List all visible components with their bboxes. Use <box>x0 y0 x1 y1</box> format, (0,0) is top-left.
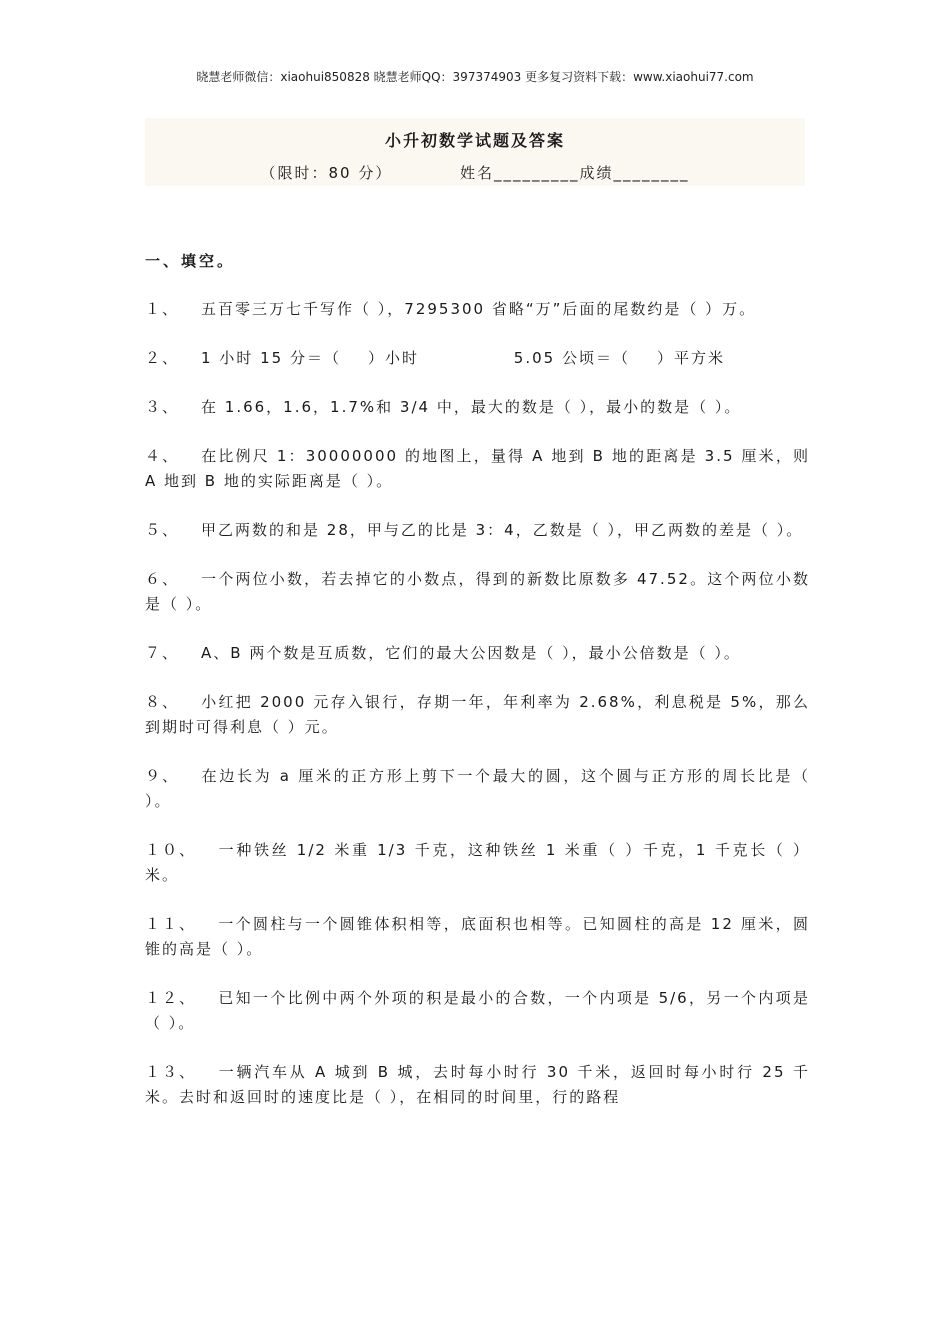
question-number: １０、 <box>145 841 197 859</box>
question-number: ３、 <box>145 398 180 416</box>
section-title: 一、填空。 <box>145 252 236 270</box>
question-item <box>145 986 810 1036</box>
question-list <box>145 297 810 1134</box>
question-text: 一辆汽车从 A 城到 B 城，去时每小时行 30 千米，返回时每小时行 25 千米。去时和返回时的速度比是（ ），在相同的时间里，行的路程 <box>145 1063 810 1106</box>
question-number: １３、 <box>145 1063 197 1081</box>
header-contact: 晓慧老师微信：xiaohui850828 晓慧老师QQ：397374903 更多复习资料下载：www.xiaohui77.com <box>196 70 754 84</box>
question-text: 一种铁丝 1/2 米重 1/3 千克，这种铁丝 1 米重（ ）千克，1 千克长（ ）米。 <box>145 841 810 884</box>
title-band <box>145 118 805 186</box>
question-item <box>145 1060 810 1110</box>
question-number: １１、 <box>145 915 197 933</box>
question-item <box>145 838 810 888</box>
question-text: 甲乙两数的和是 28，甲与乙的比是 3：4，乙数是（ ），甲乙两数的差是（ ）。 <box>201 521 804 539</box>
question-number: ６、 <box>145 570 180 588</box>
question-text: 一个圆柱与一个圆锥体积相等，底面积也相等。已知圆柱的高是 12 厘米，圆锥的高是（ ）。 <box>145 915 810 958</box>
question-item <box>145 346 810 371</box>
question-text: 小红把 2000 元存入银行，存期一年，年利率为 2.68%，利息税是 5%，那么到期时可得利息（ ）元。 <box>145 693 810 736</box>
question-text: 已知一个比例中两个外项的积是最小的合数，一个内项是 5/6，另一个内项是（ ）。 <box>145 989 810 1032</box>
question-item <box>145 912 810 962</box>
question-item <box>145 297 810 322</box>
question-item <box>145 395 810 420</box>
question-number: ７、 <box>145 644 180 662</box>
question-text: 在比例尺 1：30000000 的地图上，量得 A 地到 B 地的距离是 3.5 厘米，则 A 地到 B 地的实际距离是（ ）。 <box>145 447 810 490</box>
subtitle: （限时：80 分） 姓名_________成绩________ <box>260 164 690 182</box>
page-title: 小升初数学试题及答案 <box>384 131 565 150</box>
question-item <box>145 444 810 494</box>
question-item <box>145 641 810 666</box>
question-number: ９、 <box>145 767 180 785</box>
question-text: A、B 两个数是互质数，它们的最大公因数是（ ），最小公倍数是（ ）。 <box>201 644 741 662</box>
question-number: ４、 <box>145 447 180 465</box>
question-item <box>145 567 810 617</box>
question-text: 1 小时 15 分＝（ ）小时 5.05 公顷＝（ ）平方米 <box>201 349 726 367</box>
question-item <box>145 764 810 814</box>
question-text: 在边长为 a 厘米的正方形上剪下一个最大的圆，这个圆与正方形的周长比是（ ）。 <box>145 767 810 810</box>
question-item <box>145 690 810 740</box>
question-text: 一个两位小数，若去掉它的小数点，得到的新数比原数多 47.52。这个两位小数是（ ）。 <box>145 570 810 613</box>
question-number: ８、 <box>145 693 180 711</box>
question-number: ２、 <box>145 349 180 367</box>
question-text: 在 1.66，1.6，1.7%和 3/4 中，最大的数是（ ），最小的数是（ ）。 <box>201 398 742 416</box>
question-number: ５、 <box>145 521 180 539</box>
question-number: １２、 <box>145 989 197 1007</box>
question-number: １、 <box>145 300 180 318</box>
question-item <box>145 518 810 543</box>
question-text: 五百零三万七千写作（ ），7295300 省略“万”后面的尾数约是（ ）万。 <box>201 300 757 318</box>
